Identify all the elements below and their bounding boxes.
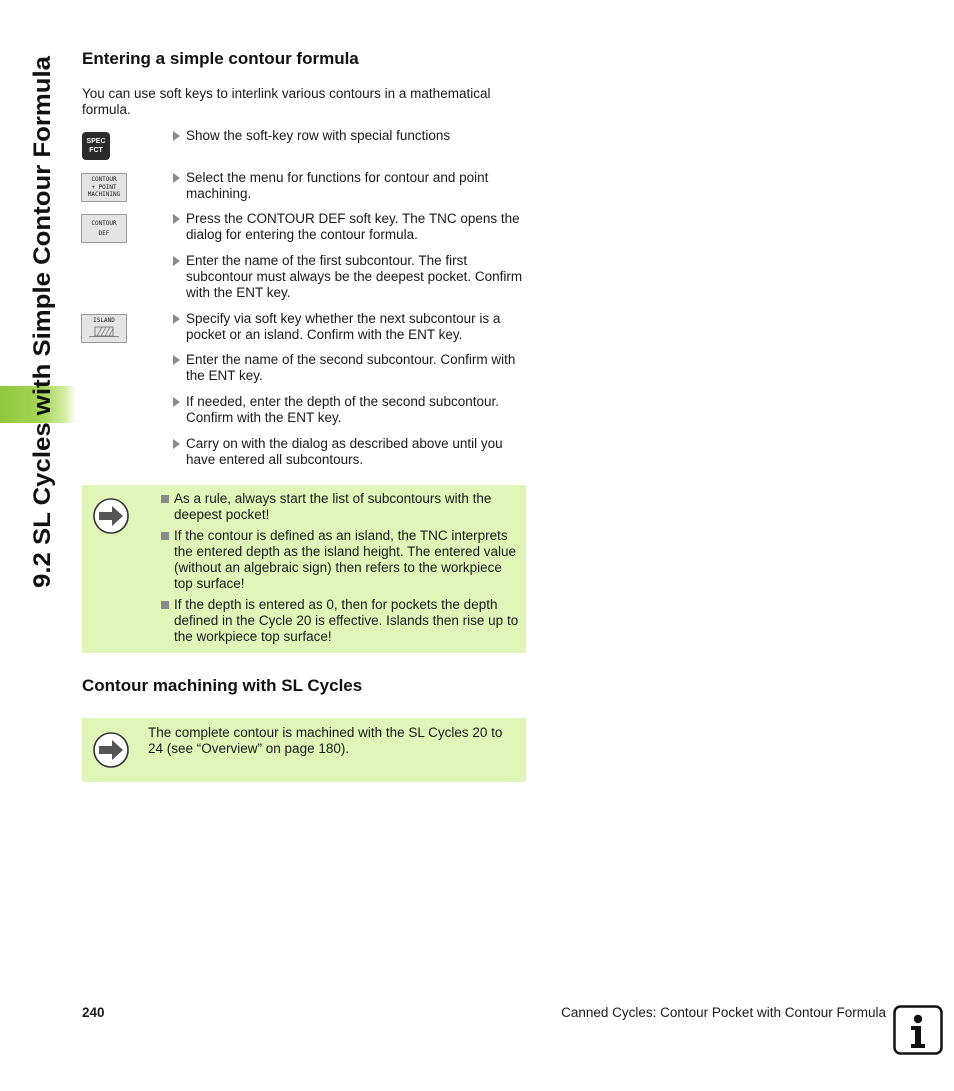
step-text: Show the soft-key row with special functions <box>186 128 451 143</box>
step-item <box>172 394 527 426</box>
step-arrow-icon <box>173 397 180 407</box>
step-text: If needed, enter the depth of the second subcontour. Confirm with the ENT key. <box>186 394 499 425</box>
intro-paragraph: You can use soft keys to interlink various contours in a mathematical formula. <box>82 86 491 117</box>
step-item <box>172 128 527 144</box>
island-softkey[interactable] <box>81 314 127 343</box>
note-box-formula <box>82 485 526 653</box>
spec-fct-key-line2: FCT <box>89 147 103 154</box>
softkey-line: CONTOUR <box>91 219 117 227</box>
step-item <box>172 253 527 301</box>
note-item-text: As a rule, always start the list of subcontours with the deepest pocket! <box>174 491 492 522</box>
note-item <box>161 597 521 645</box>
step-text: Carry on with the dialog as described above until you have entered all subcontours. <box>186 436 503 467</box>
softkey-line: + POINT <box>91 183 117 191</box>
note-item-text: If the depth is entered as 0, then for pockets the depth defined in the Cycle 20 is effective. Islands then rise up to the workpiece top surface! <box>174 597 519 644</box>
softkey-line: ISLAND <box>93 316 115 324</box>
step-item <box>172 436 527 468</box>
step-arrow-icon <box>173 131 180 141</box>
step-arrow-icon <box>173 256 180 266</box>
step-item <box>172 211 527 243</box>
step-text: Select the menu for functions for contour and point machining. <box>186 170 489 201</box>
spec-fct-key-line1: SPEC <box>86 138 106 145</box>
step-text: Press the CONTOUR DEF soft key. The TNC opens the dialog for entering the contour formula. <box>186 211 520 242</box>
info-icon <box>893 1005 943 1055</box>
chapter-title: 9.2 SL Cycles with Simple Contour Formula <box>29 92 56 588</box>
step-arrow-icon <box>173 355 180 365</box>
page-number: 240 <box>82 1005 105 1020</box>
contour-point-machining-softkey[interactable] <box>81 173 127 202</box>
step-text: Specify via soft key whether the next subcontour is a pocket or an island. Confirm with the ENT key. <box>186 311 501 342</box>
step-text: Enter the name of the first subcontour. The first subcontour must always be the deepest pocket. Confirm with the ENT key. <box>186 253 523 300</box>
softkey-line: DEF <box>98 230 110 237</box>
softkey-line: MACHINING <box>87 191 121 199</box>
note-box-machining <box>82 718 526 782</box>
step-item <box>172 352 527 384</box>
bullet-square-icon <box>161 495 169 503</box>
bullet-square-icon <box>161 601 169 609</box>
step-arrow-icon <box>173 314 180 324</box>
footer-title: Canned Cycles: Contour Pocket with Contour Formula <box>561 1005 886 1020</box>
arrow-right-icon <box>92 731 130 769</box>
step-item <box>172 170 527 202</box>
softkey-line: CONTOUR <box>91 176 117 184</box>
note-text: The complete contour is machined with the SL Cycles 20 to 24 (see “Overview” on page 180). <box>148 725 503 756</box>
island-hatch-icon <box>87 326 121 338</box>
note-item <box>161 491 521 523</box>
step-arrow-icon <box>173 173 180 183</box>
chapter-title-vertical <box>22 48 60 588</box>
step-item <box>172 311 527 343</box>
step-arrow-icon <box>173 214 180 224</box>
note-item <box>161 528 521 592</box>
note-item-text: If the contour is defined as an island, the TNC interprets the entered depth as the island height. The entered value (without an algebraic sign) then refers to the workpiece top surface! <box>174 528 517 591</box>
bullet-square-icon <box>161 532 169 540</box>
section-heading-formula: Entering a simple contour formula <box>82 49 359 68</box>
contour-def-softkey[interactable] <box>81 214 127 243</box>
step-text: Enter the name of the second subcontour. Confirm with the ENT key. <box>186 352 516 383</box>
section-heading-machining: Contour machining with SL Cycles <box>82 676 363 695</box>
spec-fct-key[interactable] <box>82 132 110 160</box>
step-arrow-icon <box>173 439 180 449</box>
arrow-right-icon <box>92 497 130 535</box>
